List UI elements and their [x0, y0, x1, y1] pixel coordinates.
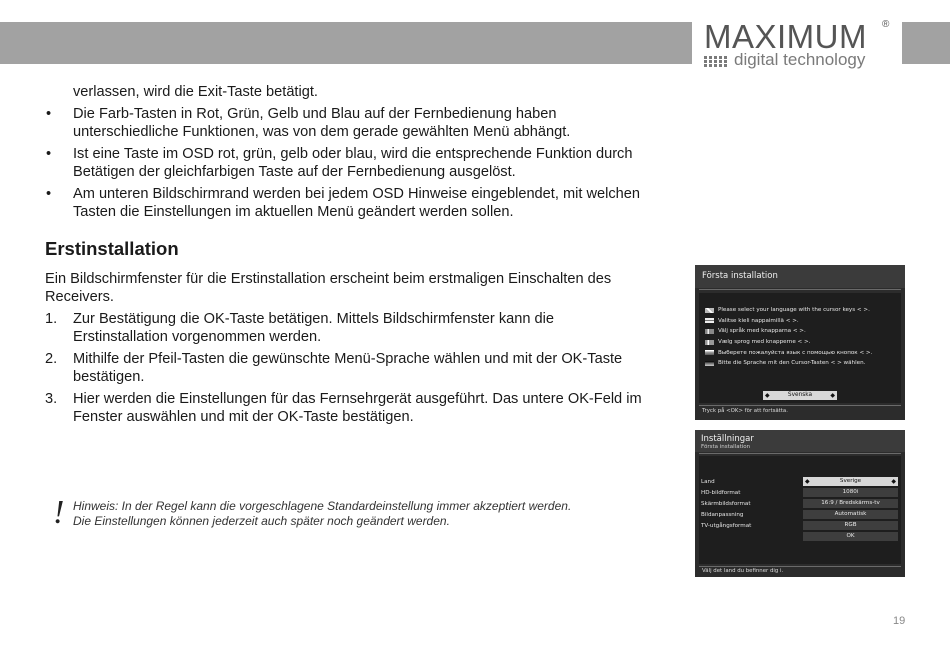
ok-button[interactable]: OK [803, 532, 898, 541]
flag-uk-icon [705, 308, 714, 313]
note-line: Die Einstellungen können jederzeit auch später noch geändert werden. [73, 514, 450, 528]
selected-language: Svenska [787, 392, 813, 398]
flag-se-icon [705, 329, 714, 334]
bullet-text: Am unteren Bildschirmrand werden bei jedem OSD Hinweise eingeblendet, mit welchen Tasten die Einstellungen im aktuellen Menü geändert werden sollen. [73, 186, 641, 220]
settings-value: Sverige [839, 478, 862, 484]
brand-tagline: digital technology [734, 50, 866, 69]
language-row-text: Valitse kieli nappaimillä < >. [718, 317, 799, 324]
arrow-left-icon[interactable]: ◆ [805, 478, 810, 485]
language-select[interactable] [763, 391, 837, 400]
bullet-mark: • [46, 146, 52, 162]
language-row[interactable] [705, 347, 901, 358]
settings-value[interactable]: 1080i [803, 488, 898, 497]
note-line: Hinweis: In der Regel kann die vorgeschlagene Standardeinstellung immer akzeptiert werden. [73, 499, 572, 513]
step-number: 2. [45, 351, 58, 367]
step-text: Hier werden die Einstellungen für das Fernsehrgerät ausgeführt. Das untere OK-Feld im Fenster auswählen und mit der OK-Taste bestätigen. [73, 391, 642, 425]
bullet-mark: • [46, 186, 52, 202]
flag-ru-icon [705, 350, 714, 355]
settings-value-select[interactable] [803, 477, 898, 486]
language-row-text: Vælg sprog med knapperne < >. [718, 339, 811, 346]
osd-title: Inställningar [701, 434, 754, 444]
flag-fi-icon [705, 318, 714, 323]
osd-divider [699, 289, 901, 290]
note-text [73, 499, 643, 529]
osd-divider [699, 405, 901, 406]
osd-title: Första installation [695, 265, 905, 288]
osd-hint: Välj det land du befinner dig i. [702, 568, 784, 574]
language-row[interactable] [705, 337, 901, 348]
language-row-text: Välj språk med knapparna < >. [718, 328, 806, 335]
settings-row-land[interactable] [699, 477, 901, 488]
settings-label: Bildanpassning [701, 512, 744, 518]
language-row[interactable] [705, 316, 901, 327]
settings-panel [699, 456, 901, 564]
language-row-text: Please select your language with the cursor keys < >. [718, 307, 870, 314]
flag-de-icon [705, 361, 714, 366]
bullet-text: Ist eine Taste im OSD rot, grün, gelb oder blau, wird die entsprechende Funktion durch Betätigen der gleichfarbigen Taste auf der Fernbedienung ausgelöst. [73, 146, 633, 180]
registered-mark: ® [882, 19, 890, 30]
settings-label: HD-bildformat [701, 490, 741, 496]
arrow-left-icon[interactable]: ◆ [765, 392, 770, 399]
step-item [45, 390, 645, 426]
arrow-right-icon[interactable]: ◆ [891, 478, 896, 485]
brand-name: MAXIMUM [704, 18, 867, 55]
settings-row-screen-format[interactable] [699, 499, 901, 510]
settings-row-ok[interactable] [699, 532, 901, 543]
step-text: Mithilfe der Pfeil-Tasten die gewünschte Menü-Sprache wählen und mit der OK-Taste bestätigen. [73, 351, 623, 385]
step-item [45, 350, 645, 386]
osd-settings-screen [695, 430, 905, 577]
settings-row-picture-fit[interactable] [699, 510, 901, 521]
language-row-text: Выберете пожалуйста язык с помощью кнопок < >. [718, 349, 873, 356]
osd-divider [699, 453, 901, 454]
step-text: Zur Bestätigung die OK-Taste betätigen. Mittels Bildschirmfenster kann die Erstinstallation vorgenommen werden. [73, 311, 555, 345]
exclamation-icon: ! [53, 494, 65, 531]
settings-row-hd-format[interactable] [699, 488, 901, 499]
settings-label: TV-utgångsformat [701, 523, 752, 529]
bullet-text: Die Farb-Tasten in Rot, Grün, Gelb und Blau auf der Fernbedienung haben unterschiedliche Funktionen, was von dem gerade gewählten Menü abhängt. [73, 106, 571, 140]
osd-title-bar [695, 430, 905, 452]
bullet-item [45, 145, 645, 181]
osd-language-screen [695, 265, 905, 420]
settings-row-tv-output[interactable] [699, 521, 901, 532]
page-number: 19 [893, 615, 906, 627]
osd-subtitle: Första installation [701, 444, 751, 450]
language-row[interactable] [705, 305, 901, 316]
intro-text: Ein Bildschirmfenster für die Erstinstallation erscheint beim erstmaligen Einschalten des Receivers. [45, 271, 612, 305]
continuation-text: verlassen, wird die Exit-Taste betätigt. [73, 84, 318, 100]
osd-panel [699, 293, 901, 403]
main-content [45, 83, 645, 430]
bullet-mark: • [46, 106, 52, 122]
settings-label: Land [701, 479, 715, 485]
language-row[interactable] [705, 326, 901, 337]
brand-logo [692, 14, 902, 70]
language-list [705, 305, 901, 369]
step-item [45, 310, 645, 346]
flag-dk-icon [705, 340, 714, 345]
settings-value[interactable]: Automatisk [803, 510, 898, 519]
settings-value[interactable]: 16:9 / Bredskärms-tv [803, 499, 898, 508]
step-number: 1. [45, 311, 58, 327]
osd-hint: Tryck på <OK> för att fortsätta. [702, 408, 788, 414]
language-row[interactable] [705, 358, 901, 369]
dot-grid-icon [704, 56, 732, 67]
arrow-right-icon[interactable]: ◆ [830, 392, 835, 399]
settings-label: Skärmbildsformat [701, 501, 751, 507]
osd-divider [699, 566, 901, 567]
step-number: 3. [45, 391, 58, 407]
language-row-text: Bitte die Sprache mit den Cursor-Tasten < > wählen. [718, 360, 866, 367]
section-title: Erstinstallation [45, 238, 179, 259]
bullet-item [45, 185, 645, 221]
settings-value[interactable]: RGB [803, 521, 898, 530]
bullet-item [45, 105, 645, 141]
